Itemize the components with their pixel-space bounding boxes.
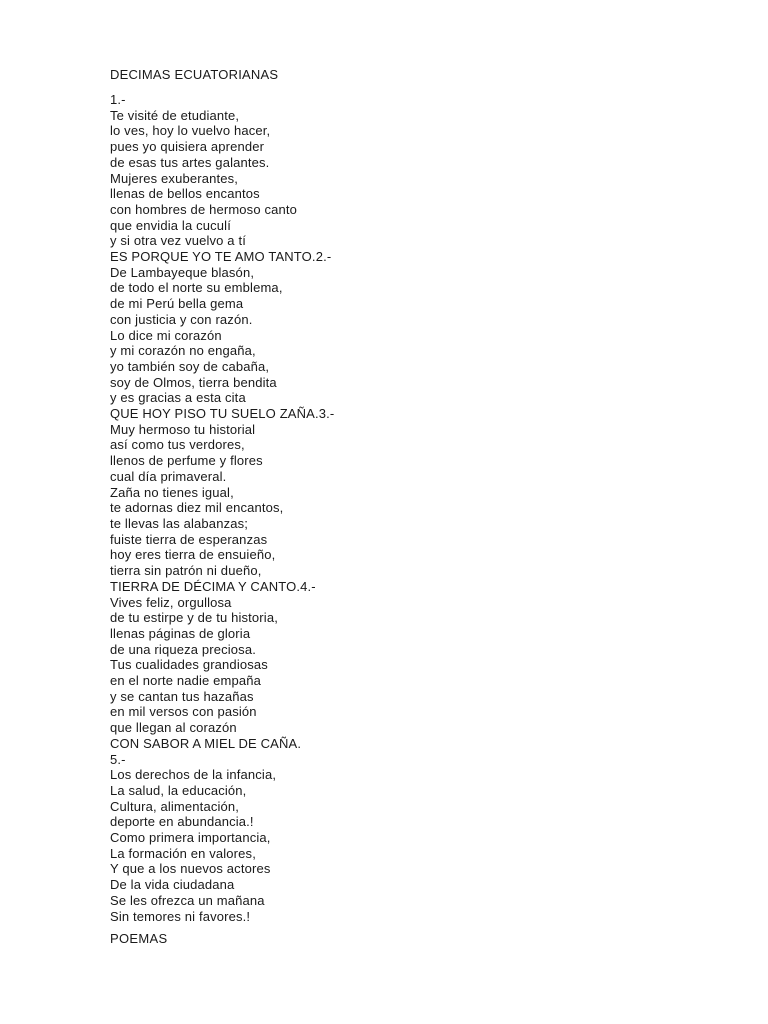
poem-line: La salud, la educación,: [110, 782, 247, 798]
poem-line: te llevas las alabanzas;: [110, 515, 249, 531]
poem-line: Y que a los nuevos actores: [110, 861, 271, 877]
poem-line: de una riqueza preciosa.: [110, 641, 256, 657]
poem-line: que llegan al corazón: [110, 720, 237, 736]
poem-line: TIERRA DE DÉCIMA Y CANTO.4.-: [110, 578, 316, 594]
poem-line: Se les ofrezca un mañana: [110, 892, 265, 908]
poem-line: tierra sin patrón ni dueño,: [110, 563, 262, 579]
poem-line: con hombres de hermoso canto: [110, 201, 298, 217]
poem-line: 5.-: [110, 751, 126, 767]
poem-line: llenas de bellos encantos: [110, 186, 260, 202]
poem-line: ES PORQUE YO TE AMO TANTO.2.-: [110, 249, 332, 265]
poem-line: 1.-: [110, 92, 126, 107]
document-title: DECIMAS ECUATORIANAS: [110, 67, 279, 82]
poem-line: Vives feliz, orgullosa: [110, 594, 232, 610]
poem-body: [110, 92, 710, 924]
poem-line: de todo el norte su emblema,: [110, 280, 283, 296]
poem-line: de esas tus artes galantes.: [110, 154, 270, 170]
poem-line: Zaña no tienes igual,: [110, 484, 234, 500]
poem-line: Lo dice mi corazón: [110, 327, 222, 343]
poem-line: con justicia y con razón.: [110, 311, 253, 327]
poem-line: Como primera importancia,: [110, 830, 271, 846]
poem-line: y mi corazón no engaña,: [110, 343, 256, 359]
section-heading-poemas: POEMAS: [110, 931, 168, 947]
poem-line: QUE HOY PISO TU SUELO ZAÑA.3.-: [110, 406, 335, 422]
poem-line: CON SABOR A MIEL DE CAÑA.: [110, 735, 302, 751]
poem-line: y es gracias a esta cita: [110, 390, 246, 406]
document-page: [110, 66, 710, 948]
poem-line: así como tus verdores,: [110, 437, 245, 453]
poem-line: de tu estirpe y de tu historia,: [110, 610, 278, 626]
poem-line: yo también soy de cabaña,: [110, 358, 270, 374]
poem-line: te adornas diez mil encantos,: [110, 500, 284, 516]
poem-line: deporte en abundancia.!: [110, 814, 254, 830]
poem-line: soy de Olmos, tierra bendita: [110, 374, 277, 390]
poem-line: Sin temores ni favores.!: [110, 908, 251, 924]
poem-line: de mi Perú bella gema: [110, 296, 244, 312]
poem-line: Los derechos de la infancia,: [110, 767, 277, 783]
poem-line: en el norte nadie empaña: [110, 673, 262, 689]
poem-line: Muy hermoso tu historial: [110, 421, 256, 437]
poem-line: lo ves, hoy lo vuelvo hacer,: [110, 123, 271, 139]
poem-line: llenas páginas de gloria: [110, 625, 251, 641]
poem-line: hoy eres tierra de ensuieño,: [110, 547, 276, 563]
poem-line: y si otra vez vuelvo a tí: [110, 233, 246, 249]
poem-line: La formación en valores,: [110, 845, 256, 861]
poem-line: que envidia la cuculí: [110, 217, 231, 233]
poem-line: Cultura, alimentación,: [110, 798, 240, 814]
poem-line: De Lambayeque blasón,: [110, 264, 255, 280]
poem-line: llenos de perfume y flores: [110, 453, 263, 469]
poem-line: Mujeres exuberantes,: [110, 170, 239, 186]
poem-line: y se cantan tus hazañas: [110, 688, 254, 704]
poem-line: De la vida ciudadana: [110, 877, 235, 893]
poem-line: en mil versos con pasión: [110, 704, 257, 720]
poem-line: Te visité de etudiante,: [110, 107, 240, 123]
poem-line: pues yo quisiera aprender: [110, 139, 265, 155]
poem-line: Tus cualidades grandiosas: [110, 657, 268, 673]
poem-line: cual día primaveral.: [110, 468, 227, 484]
poem-line: fuiste tierra de esperanzas: [110, 531, 268, 547]
